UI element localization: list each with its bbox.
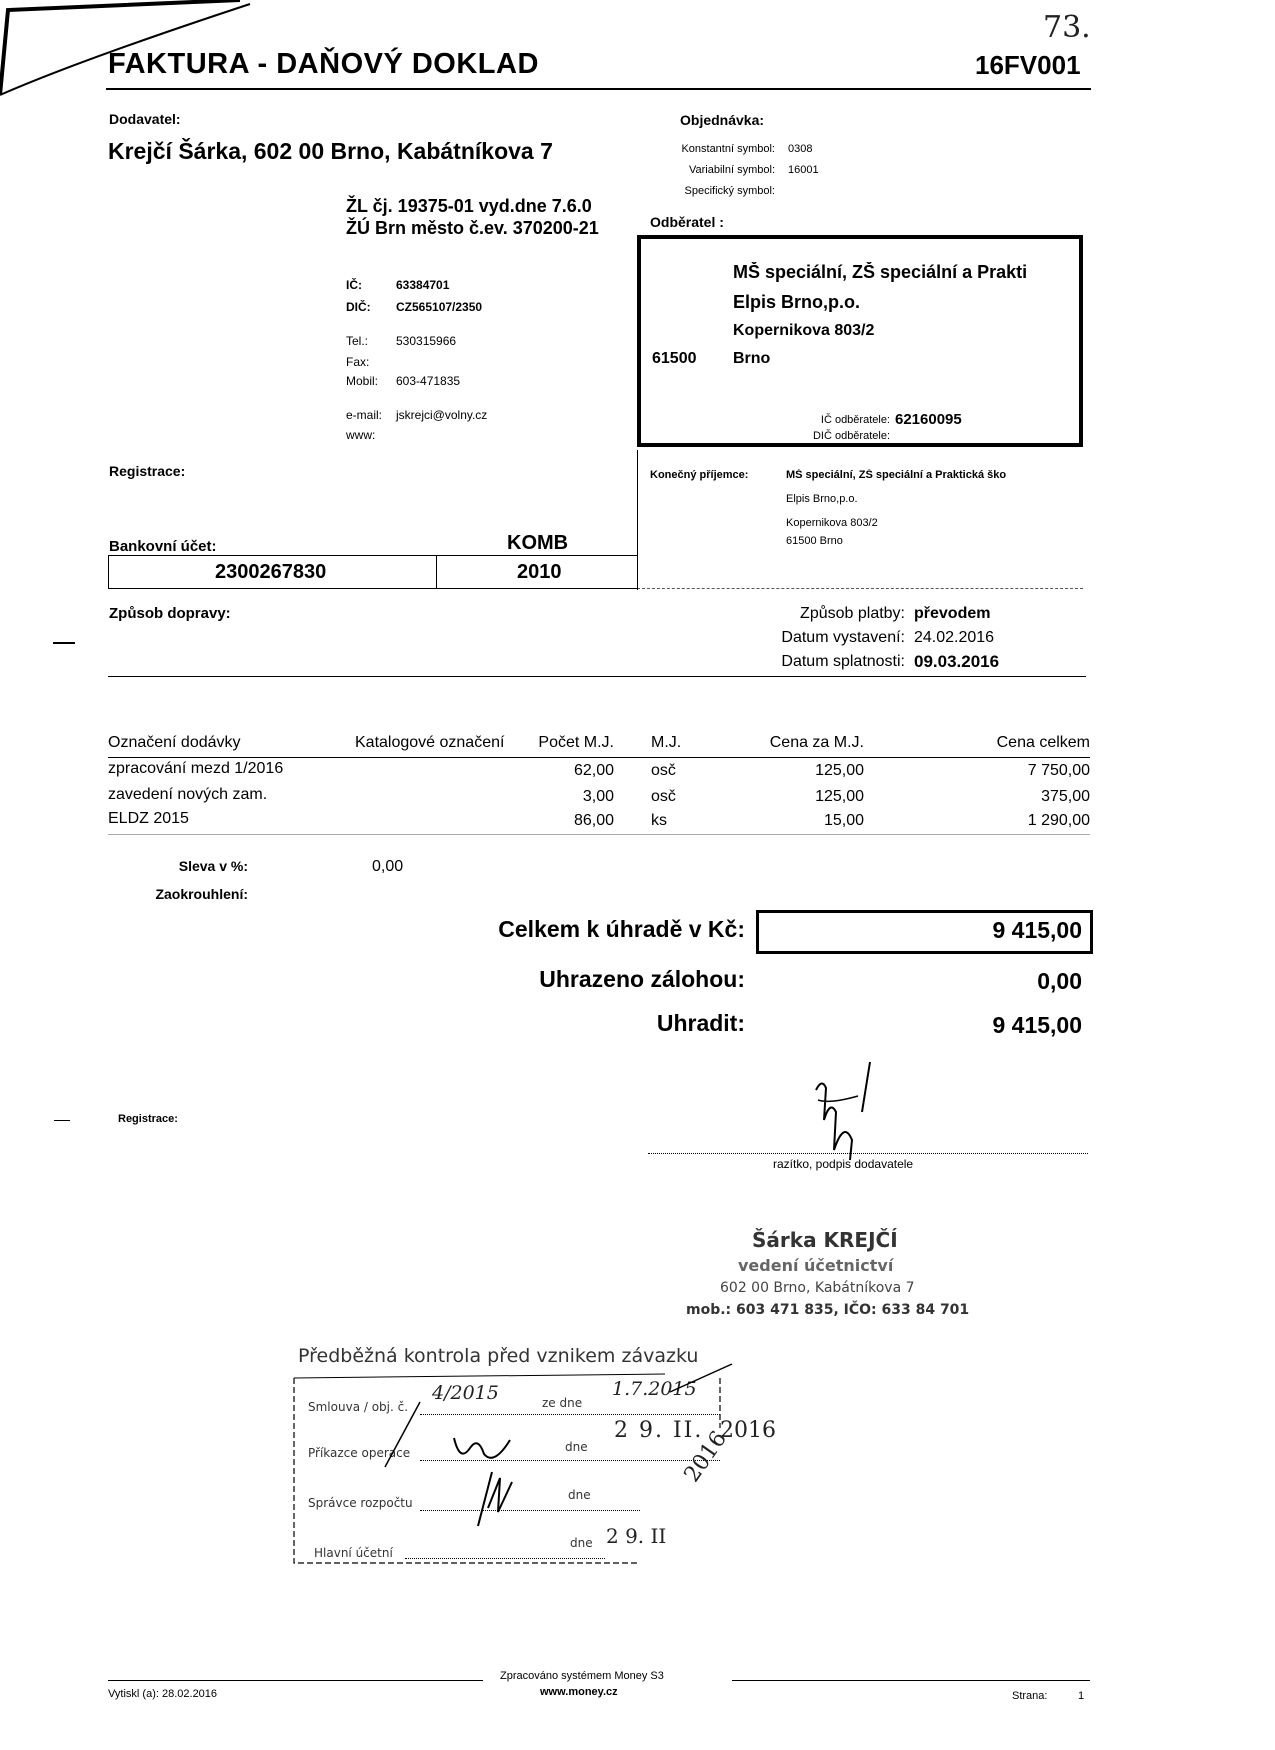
- due-date-label: Datum splatnosti:: [781, 653, 905, 670]
- col-header-name: Označení dodávky: [108, 734, 241, 751]
- col-header-price: Cena za M.J.: [769, 734, 864, 751]
- stamp-subtitle: vedení účetnictví: [738, 1256, 894, 1275]
- invoice-title: FAKTURA - DAŇOVÝ DOKLAD: [108, 48, 539, 80]
- customer-city: Brno: [733, 350, 771, 367]
- footer-web[interactable]: www.money.cz: [540, 1686, 618, 1698]
- supplier-ic: 63384701: [396, 278, 450, 292]
- bank-code: 2010: [517, 561, 562, 583]
- supplier-email-label: e-mail:: [346, 408, 383, 422]
- stamp-contact: mob.: 603 471 835, IČO: 633 84 701: [686, 1302, 970, 1318]
- row3-name: ELDZ 2015: [108, 810, 189, 827]
- customer-ic-label: IČ odběratele:: [820, 414, 890, 426]
- items-bottom-rule: [108, 834, 1090, 835]
- row2-name: zavedení nových zam.: [108, 786, 268, 803]
- footer-page-label: Strana:: [1012, 1690, 1048, 1702]
- row2-qty: 3,00: [582, 788, 614, 805]
- signature-caption: razítko, podpis dodavatele: [773, 1157, 914, 1171]
- control-row2-date-label: dne: [565, 1440, 588, 1454]
- registrace-label: Registrace:: [109, 463, 186, 479]
- control-row3-date-label: dne: [568, 1488, 591, 1502]
- customer-line1: MŠ speciální, ZŠ speciální a Prakti: [733, 262, 1028, 282]
- supplier-fax-label: Fax:: [346, 355, 370, 369]
- order-label: Objednávka:: [680, 112, 765, 128]
- row1-unit: osč: [651, 762, 676, 779]
- footer-printed: Vytiskl (a): 28.02.2016: [108, 1688, 218, 1700]
- customer-dic-label: DIČ odběratele:: [812, 430, 890, 442]
- row1-name: zpracování mezd 1/2016: [108, 760, 284, 777]
- total-label: Celkem k úhradě v Kč:: [498, 916, 745, 942]
- customer-zip: 61500: [652, 350, 697, 367]
- transport-label: Způsob dopravy:: [109, 605, 231, 622]
- zaokrouhleni-label: Zaokrouhlení:: [155, 886, 248, 902]
- footer-system: Zpracováno systémem Money S3: [500, 1670, 664, 1682]
- supplier-dic: CZ565107/2350: [396, 300, 483, 314]
- issue-date: 24.02.2016: [914, 629, 995, 646]
- control-row4-date-label: dne: [570, 1536, 593, 1550]
- supplier-trade-office: ŽÚ Brn město č.ev. 370200-21: [346, 218, 599, 238]
- stamp-name: Šárka KREJČÍ: [752, 1228, 898, 1252]
- final-recipient-line4: 61500 Brno: [786, 535, 843, 547]
- control-row3-label: Správce rozpočtu: [308, 1496, 413, 1510]
- supplier-dic-label: DIČ:: [346, 300, 371, 314]
- konstantni-symbol: 0308: [788, 143, 813, 155]
- row3-total: 1 290,00: [1027, 812, 1090, 829]
- supplier-tel-label: Tel.:: [346, 334, 369, 348]
- supplier-mobil-label: Mobil:: [346, 374, 379, 388]
- advance-value: 0,00: [1037, 968, 1082, 994]
- supplier-mobil: 603-471835: [396, 374, 461, 388]
- row1-total: 7 750,00: [1027, 762, 1090, 779]
- variabilni-symbol: 16001: [788, 164, 819, 176]
- control-row1-value: 4/2015: [432, 1382, 499, 1404]
- footer-rule-left: [108, 1680, 483, 1681]
- sleva-label: Sleva v %:: [178, 858, 248, 874]
- control-row4-label: Hlavní účetní: [314, 1546, 393, 1560]
- row1-price: 125,00: [815, 762, 864, 779]
- control-row2-date: 2 9. II.: [614, 1418, 704, 1443]
- customer-label: Odběratel :: [650, 214, 724, 230]
- bank-account-number: 2300267830: [215, 561, 327, 583]
- col-header-qty: Počet M.J.: [538, 734, 614, 751]
- total-value: 9 415,00: [992, 917, 1082, 943]
- bank-box-divider: [436, 555, 437, 589]
- items-header-rule: [108, 757, 1090, 758]
- control-row2-label: Příkazce operace: [308, 1446, 411, 1460]
- registrace-bottom-label: Registrace:: [118, 1113, 178, 1125]
- variabilni-symbol-label: Variabilní symbol:: [689, 164, 775, 176]
- row2-total: 375,00: [1041, 788, 1090, 805]
- customer-line2: Elpis Brno,p.o.: [733, 292, 861, 312]
- pay-label: Uhradit:: [656, 1010, 745, 1036]
- control-row3-year: 2016: [679, 1426, 733, 1487]
- col-header-catalog: Katalogové označení: [355, 734, 505, 751]
- footer-rule-right: [732, 1680, 1090, 1681]
- final-recipient-rule: [637, 588, 1083, 589]
- control-row4-line: [405, 1558, 605, 1559]
- due-date: 09.03.2016: [914, 652, 1000, 671]
- footer-page-number: 1: [1078, 1690, 1085, 1702]
- supplier-trade-license: ŽL čj. 19375-01 vyd.dne 7.6.0: [346, 196, 592, 216]
- supplier-signature: [800, 1060, 890, 1170]
- title-rule: [106, 88, 1091, 90]
- invoice-number: 16FV001: [975, 50, 1081, 80]
- margin-tick-2: [54, 1120, 70, 1121]
- final-recipient-line2: Elpis Brno,p.o.: [786, 493, 858, 505]
- supplier-email[interactable]: jskrejci@volny.cz: [396, 408, 488, 422]
- control-row3-line: [420, 1510, 640, 1511]
- supplier-label: Dodavatel:: [109, 111, 181, 127]
- control-row1-label: Smlouva / obj. č.: [308, 1400, 409, 1414]
- margin-tick-1: [53, 642, 75, 644]
- final-recipient-label: Konečný příjemce:: [650, 469, 749, 481]
- customer-line3: Kopernikova 803/2: [733, 322, 875, 339]
- final-recipient-line1: MŠ speciální, ZŠ speciální a Praktická ško: [786, 469, 1007, 481]
- handwritten-mark: 73.: [1043, 10, 1091, 45]
- col-header-unit: M.J.: [651, 734, 682, 751]
- bank-name: KOMB: [507, 532, 569, 554]
- row3-unit: ks: [651, 812, 667, 829]
- payment-method: převodem: [914, 605, 991, 622]
- row3-qty: 86,00: [573, 812, 614, 829]
- row1-qty: 62,00: [573, 762, 614, 779]
- row2-unit: osč: [651, 788, 676, 805]
- control-row4-date: 2 9. II: [606, 1524, 667, 1548]
- control-row1-date-label: ze dne: [542, 1396, 583, 1410]
- supplier-ic-label: IČ:: [346, 278, 362, 292]
- stamp-address: 602 00 Brno, Kabátníkova 7: [720, 1280, 915, 1296]
- control-row3-signature: [470, 1468, 530, 1528]
- issue-date-label: Datum vystavení:: [781, 629, 905, 646]
- advance-label: Uhrazeno zálohou:: [539, 966, 745, 992]
- konstantni-symbol-label: Konstantní symbol:: [681, 143, 775, 155]
- bank-account-label: Bankovní účet:: [109, 538, 217, 555]
- delivery-rule: [108, 676, 1086, 677]
- control-row1-date: 1.7.2015: [612, 1378, 697, 1400]
- sleva-value: 0,00: [372, 858, 404, 875]
- specificky-symbol-label: Specifický symbol:: [684, 185, 775, 197]
- supplier-www-label: www:: [346, 428, 376, 442]
- control-stamp-slash: [360, 1362, 740, 1472]
- row2-price: 125,00: [815, 788, 864, 805]
- supplier-tel: 530315966: [396, 334, 457, 348]
- final-recipient-line3: Kopernikova 803/2: [786, 517, 878, 529]
- payment-method-label: Způsob platby:: [800, 605, 905, 622]
- row3-price: 15,00: [823, 812, 864, 829]
- col-header-total: Cena celkem: [996, 734, 1090, 751]
- control-row2-year: 2016: [720, 1418, 776, 1443]
- pay-value: 9 415,00: [992, 1012, 1082, 1038]
- control-stamp-title: Předběžná kontrola před vznikem závazku: [298, 1345, 699, 1367]
- customer-ic: 62160095: [895, 411, 962, 428]
- supplier-name: Krejčí Šárka, 602 00 Brno, Kabátníkova 7: [108, 138, 553, 164]
